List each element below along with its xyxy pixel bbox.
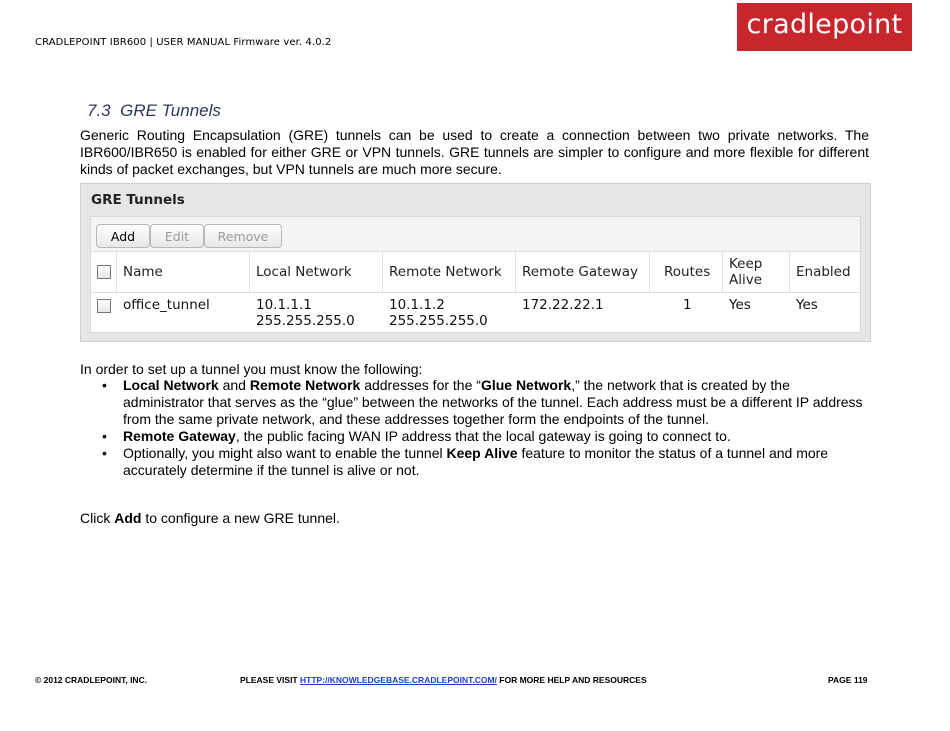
header-checkbox-cell <box>91 252 117 292</box>
term-local-network: Local Network <box>123 377 219 393</box>
knowledgebase-link[interactable]: HTTP://KNOWLEDGEBASE.CRADLEPOINT.COM/ <box>300 675 497 685</box>
term-keep-alive: Keep Alive <box>446 445 518 461</box>
gre-tunnels-screenshot <box>80 183 871 342</box>
text-fragment: to configure a new GRE tunnel. <box>141 510 340 526</box>
section-title <box>87 101 221 121</box>
cell-local-ip: 10.1.1.1 <box>256 297 312 313</box>
list-item: • Remote Gateway, the public facing WAN IP address that the local gateway is going to connect to. <box>102 428 731 444</box>
list-item: • Local Network and Remote Network addresses for the “Glue Network,” the network that is created by the administrator that serves as the “glue” between the networks of the tunnel. Each address must be a different IP address from the same private network, and these addresses together form the endpoints of the tunnel. <box>102 377 863 427</box>
col-routes[interactable]: Routes <box>650 252 723 292</box>
term-remote-network: Remote Network <box>249 377 361 393</box>
intro-paragraph: Generic Routing Encapsulation (GRE) tunnels can be used to create a connection between two private networks. The IBR600/IBR650 is enabled for either GRE or VPN tunnels. GRE tunnels are simpler to configure and more flexible for different kinds of packet exchanges, but VPN tunnels are much more secure. <box>80 127 869 177</box>
section-title-text: GRE Tunnels <box>120 101 221 120</box>
text-fragment: Click <box>80 510 115 526</box>
section-number: 7.3 <box>87 101 111 120</box>
table-row[interactable] <box>91 293 860 333</box>
row-checkbox[interactable] <box>97 299 111 313</box>
setup-intro: In order to set up a tunnel you must know the following: <box>80 361 423 377</box>
gre-panel-title: GRE Tunnels <box>91 192 185 208</box>
text-fragment: Optionally, you might also want to enable the tunnel <box>123 445 447 461</box>
col-keep-alive[interactable] <box>723 252 790 292</box>
cell-name: office_tunnel <box>123 297 210 313</box>
footer-help <box>240 675 647 685</box>
col-remote-gateway[interactable]: Remote Gateway <box>516 252 650 292</box>
cell-remote-gateway: 172.22.22.1 <box>522 297 604 313</box>
text-fragment: feature to monitor the status of a tunnel and more accurately determine if the tunnel is alive or not. <box>123 445 829 478</box>
col-name[interactable]: Name <box>117 252 250 292</box>
text-fragment: PLEASE VISIT <box>240 675 300 685</box>
cell-remote-ip: 10.1.1.2 <box>389 297 445 313</box>
header-text: CRADLEPOINT IBR600 | USER MANUAL Firmware ver. 4.0.2 <box>35 37 332 48</box>
col-remote-network[interactable]: Remote Network <box>383 252 516 292</box>
col-keep-alive-line2: Alive <box>729 272 763 288</box>
cell-local-network <box>250 293 383 329</box>
click-add-instruction <box>80 510 869 527</box>
cell-routes: 1 <box>683 297 692 313</box>
cell-enabled: Yes <box>796 297 818 313</box>
col-enabled[interactable]: Enabled <box>796 264 851 280</box>
cradlepoint-logo: cradlepoint <box>737 3 912 51</box>
cell-local-mask: 255.255.255.0 <box>256 313 355 329</box>
term-remote-gateway: Remote Gateway <box>123 428 236 444</box>
text-fragment: FOR MORE HELP AND RESOURCES <box>496 675 647 685</box>
text-fragment: addresses for the “ <box>360 377 481 393</box>
text-fragment: ,” the network that is created by the administrator that serves as the “glue” between the networks of the tunnel. Each address must be a different IP address from the same private network, and these addresses together form the endpoints of the tunnel. <box>123 377 863 427</box>
edit-button[interactable]: Edit <box>150 224 204 248</box>
col-local-network[interactable]: Local Network <box>250 252 383 292</box>
term-add: Add <box>114 510 142 526</box>
text-fragment: , the public facing WAN IP address that the local gateway is going to connect to. <box>235 428 731 444</box>
requirements-list <box>80 377 869 479</box>
cell-remote-network <box>383 293 516 329</box>
select-all-checkbox[interactable] <box>97 265 111 279</box>
col-keep-alive-line1: Keep <box>729 256 763 272</box>
text-fragment: and <box>218 377 250 393</box>
remove-button[interactable]: Remove <box>204 224 282 248</box>
cell-keep-alive: Yes <box>729 297 751 313</box>
term-glue-network: Glue Network <box>480 377 572 393</box>
footer-page-number: PAGE 119 <box>828 675 868 685</box>
toolbar <box>91 217 860 252</box>
gre-panel-body <box>90 216 861 333</box>
add-button[interactable]: Add <box>96 224 150 248</box>
list-item: • Optionally, you might also want to enable the tunnel Keep Alive feature to monitor the status of a tunnel and more accurately determine if the tunnel is alive or not. <box>102 445 829 478</box>
cell-remote-mask: 255.255.255.0 <box>389 313 488 329</box>
table-header <box>91 252 860 293</box>
footer-copyright: © 2012 CRADLEPOINT, INC. <box>35 675 148 685</box>
